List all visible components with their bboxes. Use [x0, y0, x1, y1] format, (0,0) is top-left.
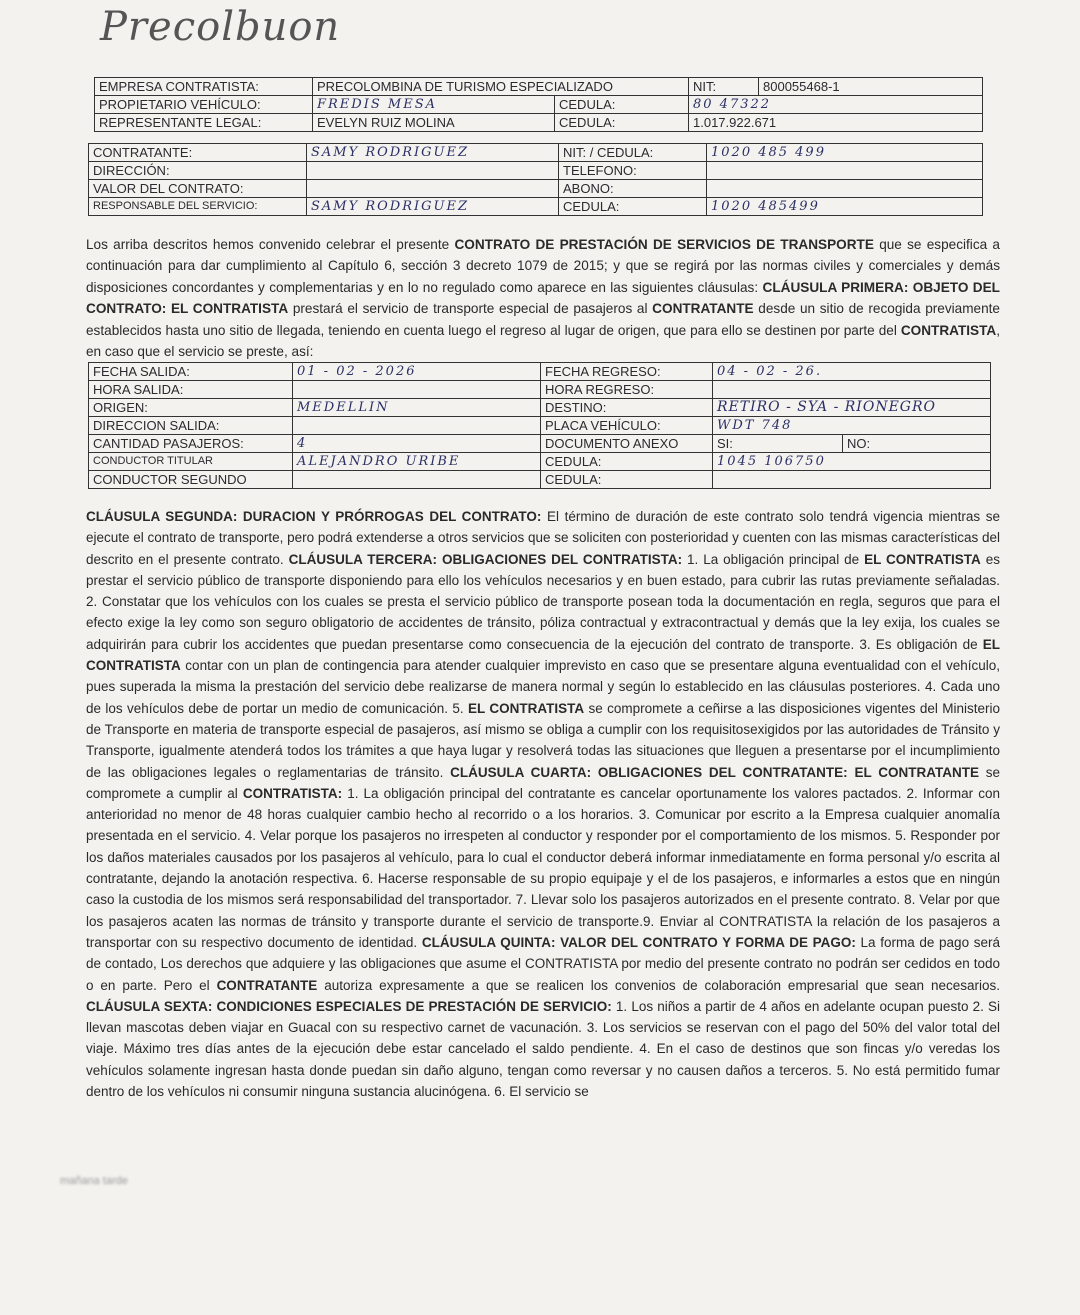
cantidad-label: CANTIDAD PASAJEROS: [89, 435, 293, 453]
origen-label: ORIGEN: [89, 399, 293, 417]
telefono-label: TELEFONO: [559, 162, 707, 180]
conductor-titular-label: CONDUCTOR TITULAR [89, 453, 293, 471]
documento-label: DOCUMENTO ANEXO [541, 435, 713, 453]
placa-value: WDT 748 [713, 417, 991, 435]
clause-4-title: CLÁUSULA CUARTA: OBLIGACIONES DEL CONTRATANTE: EL CONTRATANTE [450, 764, 979, 780]
clause-5-text: La forma de pago será de contado, Los derechos que adquiere y las obligaciones que asume el CONTRATISTA por medio del presente contrato no podrán ser cedidos en todo o en parte. Pero el [86, 934, 1000, 993]
representante-cedula: 1.017.922.671 [689, 114, 983, 132]
contratante-label: CONTRATANTE: [89, 144, 307, 162]
nit-value: 800055468-1 [759, 78, 983, 96]
direccion-salida-value [293, 417, 541, 435]
clause-4-bold: CONTRATISTA: [242, 785, 343, 801]
fecha-regreso-value: 04 - 02 - 26. [713, 363, 991, 381]
representante-value: EVELYN RUIZ MOLINA [313, 114, 555, 132]
conductor-cedula: 1045 106750 [713, 453, 991, 471]
clause-5-bold: CONTRATANTE [216, 977, 318, 993]
si-label: SI: [713, 435, 843, 453]
clause-3-title: CLÁUSULA TERCERA: OBLIGACIONES DEL CONTRATISTA: [288, 551, 683, 567]
direccion-value [307, 162, 559, 180]
contratante-table [88, 143, 983, 216]
clause-3-text: se compromete a ceñirse a las disposiciones vigentes del Ministerio de Transporte en materia de transporte especial de pasajeros, así mismo se obliga a cumplir con los requisitosexigidos por las autoridades de Tránsito y Transporte, igualmente atenderá todos los trámites a que haya lugar y resolverá todas las situaciones que lleguen a presentarse por el incumplimiento de las obligaciones legales o reglamentarias de tránsito. [86, 700, 1000, 780]
fecha-salida-value: 01 - 02 - 2026 [293, 363, 541, 381]
hora-regreso-label: HORA REGRESO: [541, 381, 713, 399]
clause-5-text: autoriza expresamente a que se realicen los convenios de colaboración empresarial que sean necesarios. [317, 977, 1000, 993]
hora-salida-label: HORA SALIDA: [89, 381, 293, 399]
intro-bold: CONTRATISTA [900, 322, 997, 338]
origen-value: MEDELLIN [293, 399, 541, 417]
conductor-segundo-label: CONDUCTOR SEGUNDO [89, 471, 293, 489]
cedula-label: CEDULA: [555, 114, 689, 132]
clause-3-bold: EL CONTRATISTA [468, 700, 585, 716]
hora-salida-value [293, 381, 541, 399]
cedula2-label: CEDULA: [541, 471, 713, 489]
nit-cedula-label: NIT: / CEDULA: [559, 144, 707, 162]
intro-text: desde un sitio de recogida previamente establecidos hasta uno sitio de llegada, teniendo en cuenta luego el regreso al lugar de origen, que para ello se destinen por parte del [86, 301, 1000, 338]
clause-2-text: El término de duración de este contrato solo tendrá vigencia mientras se ejecute el contrato de transporte, pero podrá extenderse a otros servicios que se soliciten con posterioridad y cuenten con las mismas características del descrito en el presente contrato. [86, 509, 1000, 567]
cedula-label: CEDULA: [541, 453, 713, 471]
intro-text: prestará el servicio de transporte especial de pasajeros al [288, 301, 653, 317]
cedula-label: CEDULA: [559, 198, 707, 216]
clause-2-title: CLÁUSULA SEGUNDA: DURACION Y PRÓRROGAS DEL CONTRATO: [86, 509, 542, 524]
clause-3-bold: EL CONTRATISTA [86, 636, 1000, 674]
cedula2-value [713, 471, 991, 489]
placa-label: PLACA VEHÍCULO: [541, 417, 713, 435]
clause-6-text: 1. Los niños a partir de 4 años en adelante ocupan puesto 2. Si llevan mascotas deben viajar en Guacal con su respectivo carnet de vacunación. 3. Los servicios se reservan con el pago del 50% del valor total del viaje. Máximo tres días antes de la ejecución debe estar cancelado el saldo pendiente. 4. En el caso de destinos que son fincas y/o veredas los vehículos solamente ingresan hasta donde puedan sin daño alguno, tengan como reversar y no causen daños a terceros. 5. No está permitido fumar dentro de los vehículos ni consumir ninguna sustancia alucinógena. 6. El servicio se [86, 998, 1000, 1100]
empresa-value: PRECOLOMBINA DE TURISMO ESPECIALIZADO [313, 78, 689, 96]
destino-label: DESTINO: [541, 399, 713, 417]
trip-table [88, 362, 991, 489]
clause-3-bold: EL CONTRATISTA [864, 551, 981, 567]
conductor-titular-value: ALEJANDRO URIBE [293, 453, 541, 471]
abono-label: ABONO: [559, 180, 707, 198]
propietario-cedula: 80 47322 [689, 96, 983, 114]
nit-label: NIT: [689, 78, 759, 96]
representante-label: REPRESENTANTE LEGAL: [95, 114, 313, 132]
responsable-value: SAMY RODRIGUEZ [307, 198, 559, 216]
intro-text: Los arriba descritos hemos convenido celebrar el presente [86, 237, 455, 252]
company-table [94, 77, 983, 132]
cedula-label: CEDULA: [555, 96, 689, 114]
valor-label: VALOR DEL CONTRATO: [89, 180, 307, 198]
intro-text: que se especifica a continuación para dar cumplimiento al Capítulo 6, sección 3 decreto 1079 de 2015; y que se regirá por las normas civiles y comerciales y demás disposiciones concordantes y complementarias y en lo no regulado como aparece en las siguientes cláusulas: [86, 237, 1000, 295]
nit-cedula-value: 1020 485 499 [707, 144, 983, 162]
clause-6-title: CLÁUSULA SEXTA: CONDICIONES ESPECIALES DE PRESTACIÓN DE SERVICIO: [86, 998, 612, 1014]
hora-regreso-value [713, 381, 991, 399]
clause-4-text: 1. La obligación principal del contratante es cancelar oportunamente los valores pactados. 2. Informar con anterioridad no menor de 48 horas cualquier cambio hecho al recorrido o a los horarios. 3. Comunicar por escrito a la Empresa cualquier anomalía presentada en el servicio. 4. Velar porque los pasajeros no irrespeten al conductor y responder por el comportamiento de los mismos. 5. Responder por los daños materiales causados por los pasajeros al vehículo, para lo cual el conductor deberá informar inmediatamente en forma personal y/o escrita al contratante, dejando la anotación respectiva. 6. Hacerse responsable de su propio equipaje y el de los pasajeros, e informarles a estos que en ningún caso la custodia de los mismos será responsabilidad del transportador. 7. Llevar solo los pasajeros autorizados en el presente contrato. 8. Velar por que los pasajeros acaten las normas de tránsito y transporte durante el servicio de transporte.9. Enviar al CONTRATISTA la relación de los pasajeros a transportar con su respectivo documento de identidad. [86, 785, 1000, 950]
intro-paragraph [86, 234, 1000, 362]
propietario-value: FREDIS MESA [313, 96, 555, 114]
telefono-value [707, 162, 983, 180]
blurred-footer-text: mañana tarde [60, 1175, 128, 1187]
destino-value: RETIRO - SYA - RIONEGRO [713, 399, 991, 417]
clause-4-text: se compromete a cumplir al [86, 764, 1000, 801]
cantidad-value: 4 [293, 435, 541, 453]
responsable-cedula: 1020 485499 [707, 198, 983, 216]
clause-1-title: CLÁUSULA PRIMERA: OBJETO DEL CONTRATO: EL CONTRATISTA [86, 279, 1000, 317]
fecha-regreso-label: FECHA REGRESO: [541, 363, 713, 381]
clause-3-text: contar con un plan de contingencia para atender cualquier imprevisto en caso que se presentare alguna eventualidad con el vehículo, pues superada la misma la prestación del servicio debe realizarse de manera normal y según lo establecido en las cláusulas posteriores. 4. Cada uno de los vehículos debe de portar un medio de comunicación. 5. [86, 658, 1000, 716]
no-label: NO: [843, 435, 991, 453]
fecha-salida-label: FECHA SALIDA: [89, 363, 293, 381]
responsable-label: RESPONSABLE DEL SERVICIO: [89, 198, 307, 216]
clause-5-title: CLÁUSULA QUINTA: VALOR DEL CONTRATO Y FORMA DE PAGO: [421, 934, 856, 950]
empresa-label: EMPRESA CONTRATISTA: [95, 78, 313, 96]
contratante-value: SAMY RODRIGUEZ [307, 144, 559, 162]
propietario-label: PROPIETARIO VEHÍCULO: [95, 96, 313, 114]
conductor-segundo-value [293, 471, 541, 489]
clause-3-text: 1. La obligación principal de [682, 551, 865, 567]
company-logo: Precolbuon [100, 4, 341, 50]
intro-text: , en caso que el servicio se preste, así: [86, 322, 1000, 360]
intro-bold: CONTRATO DE PRESTACIÓN DE SERVICIOS DE TRANSPORTE [454, 237, 874, 252]
direccion-label: DIRECCIÓN: [89, 162, 307, 180]
clause-3-text: es prestar el servicio público de transporte disponiendo para ello los vehículos necesarios y en buen estado, para cubrir las rutas previamente señaladas. 2. Constatar que los vehículos con los cuales se presta el servicio público de transporte posean toda la documentación en regla, seguros que para el efecto exige la ley como son seguro obligatorio de accidentes de tránsito, póliza contractual y extracontractual y demás que la ley exija, los cuales se adquirirán para cubrir los accidentes que puedan presentarse como consecuencia de la ejecución del contrato de transporte. 3. Es obligación de [86, 551, 1000, 652]
direccion-salida-label: DIRECCION SALIDA: [89, 417, 293, 435]
valor-value [307, 180, 559, 198]
clauses-body [86, 506, 1000, 1102]
intro-bold: CONTRATANTE [652, 301, 754, 317]
abono-value [707, 180, 983, 198]
